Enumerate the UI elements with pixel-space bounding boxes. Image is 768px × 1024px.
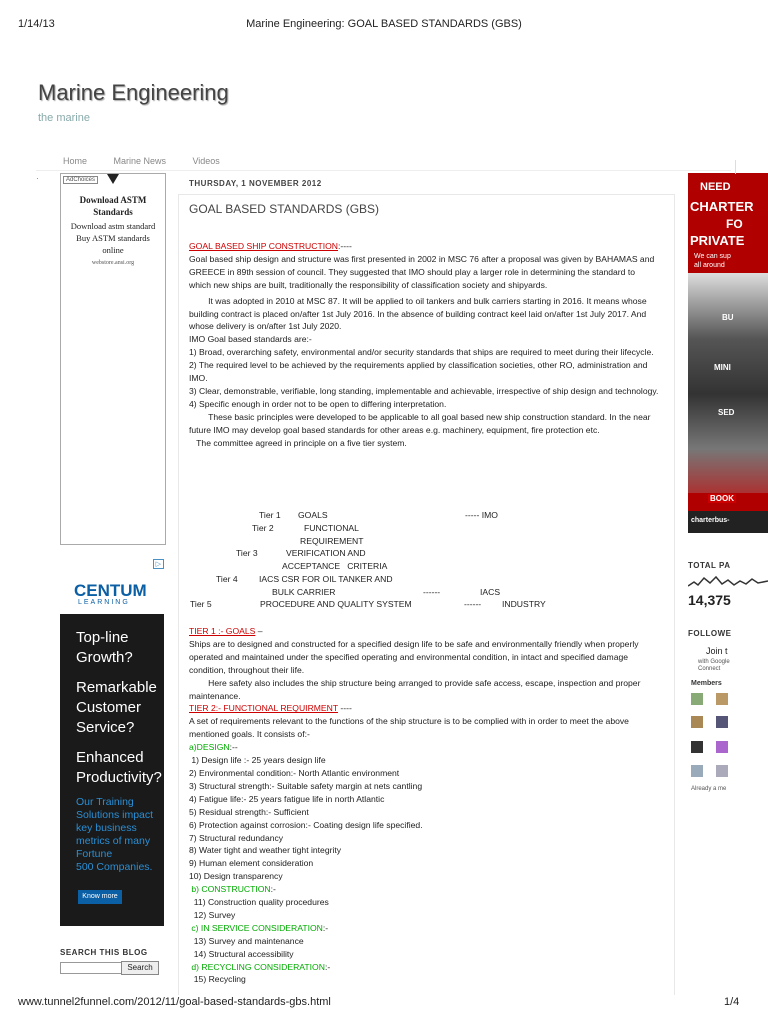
sub-heading-tail: :-- [229,742,238,753]
centum-ad-panel [60,614,164,926]
member-avatar[interactable] [691,693,703,705]
print-page-number: 1/4 [724,996,740,1008]
tier-label: Tier 4 [216,574,238,584]
section-heading-tail: :---- [338,241,352,251]
nav-marine-news[interactable]: Marine News [113,156,166,166]
search-title: SEARCH THIS BLOG [60,948,148,957]
paragraph: Goal based ship design and structure was first presented in 2002 in MSC 76 after a proposal was given by BAHAMAS and GREECE in 89th session of council. They suggested that IMO should play a larger role in determining the standard to which new ships are built, traditionally the responsibility of classification society and shipyards. [189,253,655,290]
astm-ad[interactable] [60,173,166,545]
charter-ad-line: BU [722,313,734,322]
section-heading-tier2: TIER 2:- FUNCTIONAL REQUIRMENT [189,703,338,714]
blog-title[interactable]: Marine Engineering [38,80,229,105]
list-item: 1) Broad, overarching safety, environmental and/or security standards that ships are required to meet during their lifecycle. [189,347,654,358]
section-heading-tail: ---- [337,703,352,714]
section-heading-tail: – [255,626,263,636]
list-item: 5) Residual strength:- Sufficient [189,806,309,817]
centum-line: Remarkable [76,679,157,696]
charter-ad-footer [688,511,768,533]
list-item: 14) Structural accessibility [189,948,294,959]
charter-ad-image [688,273,768,493]
tier-dash: ------ [423,587,441,597]
sub-heading-in-service: c) IN SERVICE CONSIDERATION [189,922,323,933]
tier-name: VERIFICATION AND [286,548,366,558]
centum-line: Customer [76,699,142,716]
member-avatar[interactable] [691,765,703,777]
tier-name: REQUIREMENT [300,536,364,546]
charter-ad-line: PRIVATE [690,233,745,248]
sub-heading-design: a)DESIGN [189,742,230,753]
charter-ad-line: charterbus- [691,517,730,524]
pageviews-sparkline [688,572,768,590]
centum-blue-line: Fortune [76,848,113,860]
nav-divider [36,170,731,171]
list-item: 15) Recycling [189,974,246,985]
adchoices-label[interactable]: AdChoices [63,176,98,184]
nav-videos[interactable]: Videos [192,156,220,166]
centum-line: Service? [76,719,135,736]
centum-line: Top-line [76,629,129,646]
paragraph: IMO Goal based standards are:- [189,334,312,345]
member-avatar[interactable] [716,693,728,705]
tier-org: INDUSTRY [502,599,546,609]
print-date: 1/14/13 [18,18,55,30]
list-item: 2) The required level to be achieved by the requirements applied by classification societies, other RO, administration and IMO. [189,360,648,384]
member-avatar[interactable] [716,716,728,728]
charter-ad-line: FO [726,217,743,231]
sub-heading-tail: :- [324,961,331,972]
centum-line: Productivity? [76,769,162,786]
pageviews-title: TOTAL PA [688,561,731,570]
post-body-2 [189,625,659,986]
list-item: 8) Water tight and weather tight integrity [189,845,342,856]
tier-org: ----- IMO [465,510,498,520]
tier-name: FUNCTIONAL [304,523,359,533]
pageviews-count: 14,375 [688,592,731,608]
centum-line: Enhanced [76,749,144,766]
sub-heading-recycling: d) RECYCLING CONSIDERATION [189,961,325,972]
list-item: 7) Structural redundancy [189,832,284,843]
print-title: Marine Engineering: GOAL BASED STANDARDS (GBS) [246,18,522,30]
tier-name: IACS CSR FOR OIL TANKER AND [259,574,393,584]
adchoices-icon [107,174,119,184]
centum-blue-line: metrics of many [76,835,151,847]
astm-ad-title[interactable]: Download ASTM Standards [79,195,147,217]
followers-join-link[interactable]: Join t [706,646,728,656]
list-item: 3) Clear, demonstrable, verifiable, long standing, implementable and achievable, irrespective of ship design and technology. [189,385,659,396]
tier-dash: ------ [464,599,482,609]
list-item: 3) Structural strength:- Suitable safety margin at nets cantling [189,780,423,791]
tier-label: Tier 2 [252,523,274,533]
sidebar-divider [735,160,768,174]
tier-org: IACS [480,587,501,597]
member-avatar[interactable] [716,741,728,753]
charter-ad-line: We can sup [694,253,731,260]
charter-ad-line: SED [718,408,735,417]
centum-blue-line: Solutions impact [76,809,154,821]
list-item: 4) Specific enough in order not to be open to differing interpretation. [189,398,447,409]
list-item: 2) Environmental condition:- North Atlantic environment [189,767,400,778]
print-url: www.tunnel2funnel.com/2012/11/goal-based-standards-gbs.html [18,996,331,1008]
search-input[interactable] [60,962,124,974]
centum-blue-line: Our Training [76,796,134,808]
paragraph: A set of requirements relevant to the functions of the ship structure is to be complied with in order to meet the above mentioned goals. It consists of:- [189,716,629,740]
followers-with-google: with Google [698,659,730,665]
section-heading-tier1: TIER 1 :- GOALS [189,626,256,636]
post-date-header: THURSDAY, 1 NOVEMBER 2012 [189,179,322,188]
tier-label: Tier 3 [236,548,258,558]
centum-know-more-button[interactable]: Know more [78,890,122,904]
sub-heading-construction: b) CONSTRUCTION [189,884,271,895]
bullet-dot: · [36,173,39,183]
sub-heading-tail: :- [322,922,329,933]
centum-ad[interactable] [60,559,164,926]
charter-ad-line: all around [694,262,725,269]
paragraph: Here safety also includes the ship structure being arranged to provide safe access, escape, inspection and proper maintenance. [189,677,643,701]
charter-bus-ad[interactable] [688,173,768,533]
blog-description: the marine [38,112,90,124]
list-item: 1) Design life :- 25 years design life [189,755,326,766]
list-item: 4) Fatigue life:- 25 years fatigue life in north Atlantic [189,793,385,804]
tier-label: Tier 1 [259,510,281,520]
list-item: 6) Protection against corrosion:- Coating design life specified. [189,819,423,830]
centum-brand: CENTUM [74,581,147,600]
sub-heading-tail: :- [270,884,276,895]
list-item: 12) Survey [189,909,236,920]
paragraph: These basic principles were developed to be applicable to all goal based new ship construction standard. In the near future IMO may develop goal based standards for other areas e.g. machinery, equipment, fire protection etc. [189,411,653,435]
tier-name: BULK CARRIER [272,587,336,597]
post-title[interactable]: GOAL BASED STANDARDS (GBS) [189,202,380,216]
list-item: 10) Design transparency [189,871,283,882]
followers-members-label: Members [691,680,722,687]
charter-ad-line: MINI [714,363,731,372]
followers-connect: Connect [698,666,721,672]
post-body [189,240,659,450]
followers-already-member[interactable]: Already a me [691,786,727,792]
centum-blue-line: 500 Companies. [76,861,153,873]
list-item: 13) Survey and maintenance [189,935,304,946]
astm-ad-url[interactable]: webstore.ansi.org [91,260,135,266]
centum-brand-sub: LEARNING [78,599,130,606]
search-button[interactable]: Search [121,961,159,975]
charter-ad-line: BOOK [710,494,734,503]
paragraph: The committee agreed in principle on a five tier system. [189,437,407,448]
tier-name: PROCEDURE AND QUALITY SYSTEM [260,599,412,609]
paragraph: Ships are to designed and constructed for a specified design life to be safe and environmentally friendly when properly operated and maintained under the specified operating and environmental condition, in intact and specified damage condition, throughout their life. [189,638,639,675]
nav-home[interactable]: Home [63,156,88,166]
astm-ad-body: Download astm standard Buy ASTM standards online [70,221,156,255]
charter-ad-line: CHARTER [690,199,754,214]
paragraph: It was adopted in 2010 at MSC 87. It will be applied to oil tankers and bulk carriers starting in 2016. It means whose building contract is placed on/after 1st July 2016. In the absence of building contract keel laid on/after 1st July 2017. And whose delivery is on/after 1st July 2020. [189,295,650,332]
tier-label: Tier 5 [190,599,212,609]
centum-line: Growth? [76,649,133,666]
followers-title: FOLLOWE [688,629,732,638]
tier-name: ACCEPTANCE CRITERIA [282,561,388,571]
list-item: 9) Human element consideration [189,858,314,869]
list-item: 11) Construction quality procedures [189,897,329,908]
nav-bar [63,151,242,169]
centum-blue-line: key business [76,822,137,834]
section-heading-gbs: GOAL BASED SHIP CONSTRUCTION [189,241,338,251]
ad-info-icon[interactable]: ▷ [153,559,164,569]
member-avatar[interactable] [716,765,728,777]
charter-ad-line: NEED [700,181,731,193]
tier-name: GOALS [298,510,328,520]
member-avatar[interactable] [691,716,703,728]
member-avatar[interactable] [691,741,703,753]
